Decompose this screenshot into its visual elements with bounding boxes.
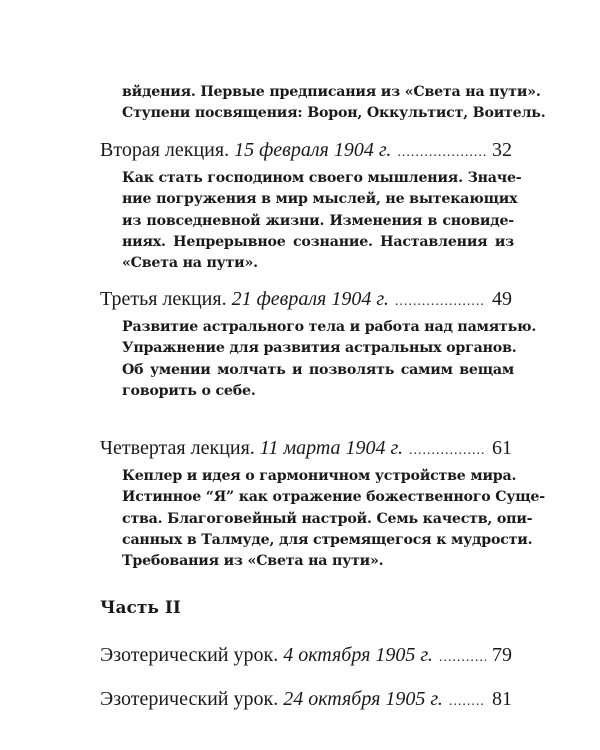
entry-date: 11 марта 1904 г. [259, 437, 404, 459]
desc-line: Истинное “Я” как отражение божественного Суще- [122, 489, 545, 506]
entry-title: Эзотерический урок. [100, 644, 279, 666]
desc-line: санных в Талмуде, для стремящегося к мудрости. [122, 531, 533, 548]
intro-description [122, 82, 546, 125]
desc-line: «Света на пути». [122, 255, 258, 272]
desc-line: вйдения. Первые предписания из «Света на пути». [122, 84, 541, 100]
desc-line: говорить о себе. [122, 382, 256, 399]
entry-title: Вторая лекция. [100, 139, 230, 161]
lecture-2-description [122, 168, 522, 274]
entry-date: 21 февраля 1904 г. [231, 288, 389, 310]
toc-entry-lecture-4[interactable] [100, 436, 512, 463]
desc-line: ниях. Непрерывное сознание. Наставления из [122, 233, 514, 250]
entry-title: Третья лекция. [100, 288, 227, 310]
part-2-heading: Часть II [100, 598, 181, 618]
desc-line: Как стать господином своего мышления. Значе- [122, 170, 522, 186]
entry-date: 15 февраля 1904 г. [234, 139, 392, 161]
toc-entry-lecture-2[interactable] [100, 138, 512, 165]
desc-line: ства. Благоговейный настрой. Семь качеств, опи- [122, 510, 533, 527]
toc-entry-esoteric-lesson-2[interactable] [100, 687, 512, 714]
toc-entry-lecture-3[interactable] [100, 287, 512, 314]
page-number: 32 [492, 139, 512, 161]
page-number: 81 [492, 688, 512, 710]
entry-date: 24 октября 1905 г. [283, 688, 443, 710]
desc-line: ние погружения в мир мыслей, не вытекающих [122, 191, 518, 208]
desc-line: Требования из «Света на пути». [122, 553, 384, 570]
dot-leader [449, 690, 486, 714]
entry-title: Эзотерический урок. [100, 688, 279, 710]
dot-leader [395, 290, 486, 314]
dot-leader [397, 141, 486, 165]
dot-leader [439, 646, 486, 670]
page-number: 49 [492, 288, 512, 310]
lecture-4-description [122, 466, 545, 572]
desc-line: Кеплер и идея о гармоничном устройстве мира. [122, 468, 517, 484]
desc-line: из повседневной жизни. Изменения в сновиде- [122, 212, 514, 229]
desc-line: Развитие астрального тела и работа над памятью. [122, 319, 537, 335]
page-number: 61 [492, 437, 512, 459]
page-number: 79 [492, 644, 512, 666]
entry-date: 4 октября 1905 г. [283, 644, 433, 666]
dot-leader [409, 439, 486, 463]
lecture-3-description [122, 317, 537, 402]
toc-entry-esoteric-lesson-1[interactable] [100, 643, 512, 670]
desc-line: Об умении молчать и позволять самим вещам [122, 361, 514, 378]
desc-line: Ступени посвящения: Ворон, Оккультист, Воитель. [122, 105, 546, 122]
desc-line: Упражнение для развития астральных органов. [122, 340, 517, 357]
entry-title: Четвертая лекция. [100, 437, 255, 459]
